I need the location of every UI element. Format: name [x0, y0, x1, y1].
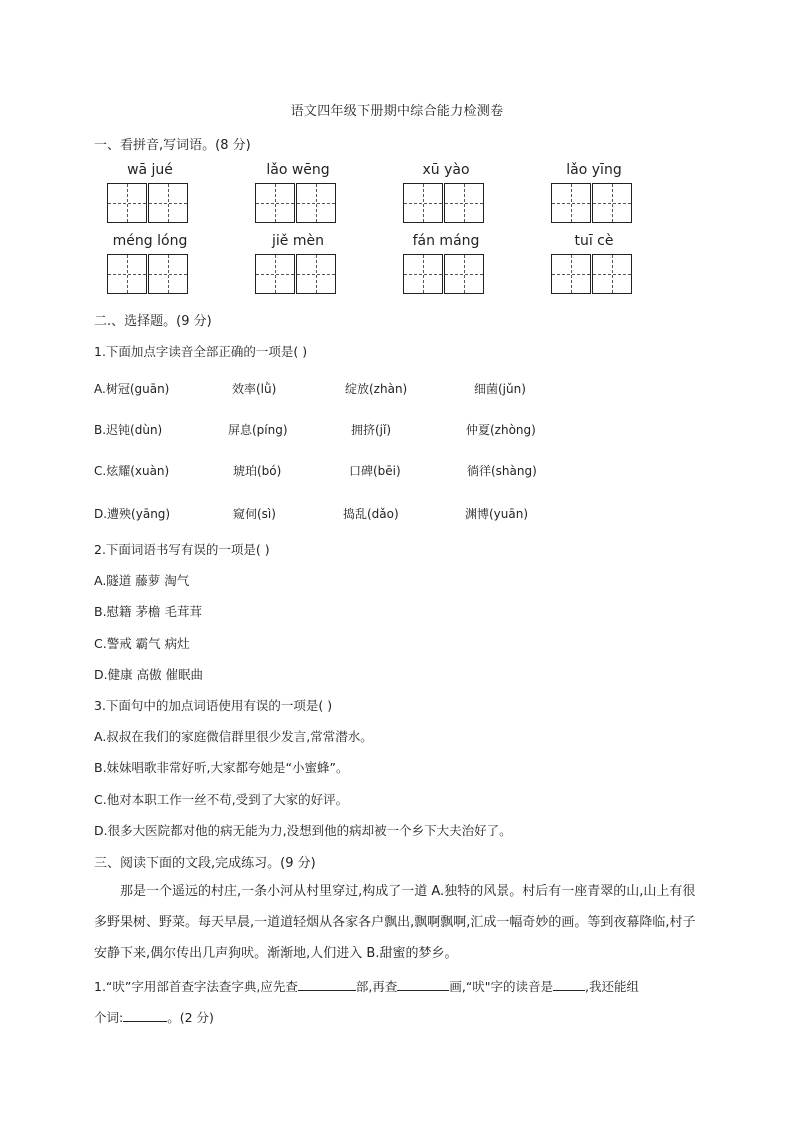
option-d-2: 窥伺(sì): [233, 507, 276, 521]
option-c-1: C.炫耀(xuàn): [94, 464, 170, 478]
option-d-1: D.遭殃(yāng): [94, 507, 171, 521]
answer-blank-pinyin[interactable]: [553, 978, 585, 991]
writing-box[interactable]: [444, 254, 484, 294]
pinyin-label: jiě mèn: [272, 233, 324, 249]
writing-box[interactable]: [296, 183, 336, 223]
question-1-stem: 1.下面加点字读音全部正确的一项是( ): [94, 344, 308, 359]
writing-box[interactable]: [148, 183, 188, 223]
writing-box[interactable]: [403, 254, 443, 294]
option-a-3: 绽放(zhàn): [345, 382, 408, 396]
writing-box[interactable]: [551, 254, 591, 294]
answer-blank-word[interactable]: [123, 1009, 167, 1022]
option-b-3: 拥挤(jǐ): [351, 423, 392, 437]
q3-option-c: C.他对本职工作一丝不苟,受到了大家的好评。: [94, 792, 349, 807]
option-a-4: 细菌(jǔn): [474, 382, 526, 396]
writing-box[interactable]: [255, 183, 295, 223]
answer-blank-radical[interactable]: [298, 978, 356, 991]
pinyin-label: tuī cè: [574, 233, 614, 249]
option-c-3: 口碑(bēi): [349, 464, 401, 478]
writing-box[interactable]: [255, 254, 295, 294]
question-3-stem: 3.下面句中的加点词语使用有误的一项是( ): [94, 698, 333, 713]
writing-box[interactable]: [592, 183, 632, 223]
answer-blank-strokes[interactable]: [397, 978, 449, 991]
writing-box[interactable]: [148, 254, 188, 294]
question-2-stem: 2.下面词语书写有误的一项是( ): [94, 542, 270, 557]
q3-option-b: B.妹妹唱歌非常好听,大家都夸她是“小蜜蜂”。: [94, 760, 349, 775]
writing-box[interactable]: [551, 183, 591, 223]
q2-option-c: C.警戒 霸气 病灶: [94, 636, 190, 651]
q-text: 画,“吠"字的读音是: [449, 979, 554, 994]
section3-question-1-line2: [94, 1008, 214, 1026]
option-d-4: 渊博(yuān): [465, 507, 529, 521]
writing-box[interactable]: [444, 183, 484, 223]
q-text: 个词:: [94, 1010, 124, 1025]
option-b-4: 仲夏(zhòng): [466, 423, 536, 437]
option-a-1: A.树冠(guān): [94, 382, 170, 396]
q-text: 。(2 分): [167, 1010, 214, 1025]
pinyin-label: fán máng: [412, 233, 480, 249]
option-a-2: 效率(lǜ): [232, 382, 277, 396]
q-text: ,我还能组: [585, 979, 640, 994]
option-c-2: 琥珀(bó): [233, 464, 282, 478]
writing-box[interactable]: [296, 254, 336, 294]
pinyin-label: lǎo wēng: [266, 162, 330, 178]
writing-box[interactable]: [592, 254, 632, 294]
writing-box[interactable]: [107, 183, 147, 223]
q-text: 部,再查: [355, 979, 398, 994]
q3-option-d: D.很多大医院都对他的病无能为力,没想到他的病却被一个乡下大夫治好了。: [94, 823, 512, 838]
option-b-2: 屏息(píng): [228, 423, 288, 437]
q-text: 1.“吠”字用部首查字法查字典,应先查: [94, 979, 298, 994]
option-b-1: B.迟钝(dùn): [94, 423, 163, 437]
option-d-3: 捣乱(dǎo): [343, 507, 399, 521]
page-title: 语文四年级下册期中综合能力检测卷: [290, 104, 504, 119]
section3-question-1-line1: [94, 977, 639, 995]
pinyin-label: xū yào: [422, 162, 470, 178]
q2-option-b: B.慰籍 茅檐 毛茸茸: [94, 604, 202, 619]
pinyin-label: wā jué: [127, 162, 173, 178]
writing-box[interactable]: [403, 183, 443, 223]
pinyin-label: méng lóng: [112, 233, 188, 249]
option-c-4: 徜徉(shàng): [467, 464, 537, 478]
reading-passage: 那是一个遥远的村庄,一条小河从村里穿过,构成了一道 A.独特的风景。村后有一座青翠的山,山上有很多野果树、野菜。每天早晨,一道道轻烟从各家各户飘出,飘啊飘啊,汇成一幅奇妙的画。等到夜幕降临,村子安静下来,偶尔传出几声狗吠。渐渐地,人们进入 B.甜蜜的梦乡。: [94, 884, 696, 961]
section3-heading: 三、阅读下面的文段,完成练习。(9 分): [94, 856, 316, 871]
section1-heading: 一、看拼音,写词语。(8 分): [94, 138, 251, 153]
writing-box[interactable]: [107, 254, 147, 294]
q2-option-d: D.健康 高傲 催眠曲: [94, 667, 204, 682]
pinyin-label: lǎo yīng: [566, 162, 622, 178]
section2-heading: 二.、选择题。(9 分): [94, 314, 212, 329]
q3-option-a: A.叔叔在我们的家庭微信群里很少发言,常常潜水。: [94, 729, 373, 744]
q2-option-a: A.隧道 藤萝 淘气: [94, 573, 190, 588]
